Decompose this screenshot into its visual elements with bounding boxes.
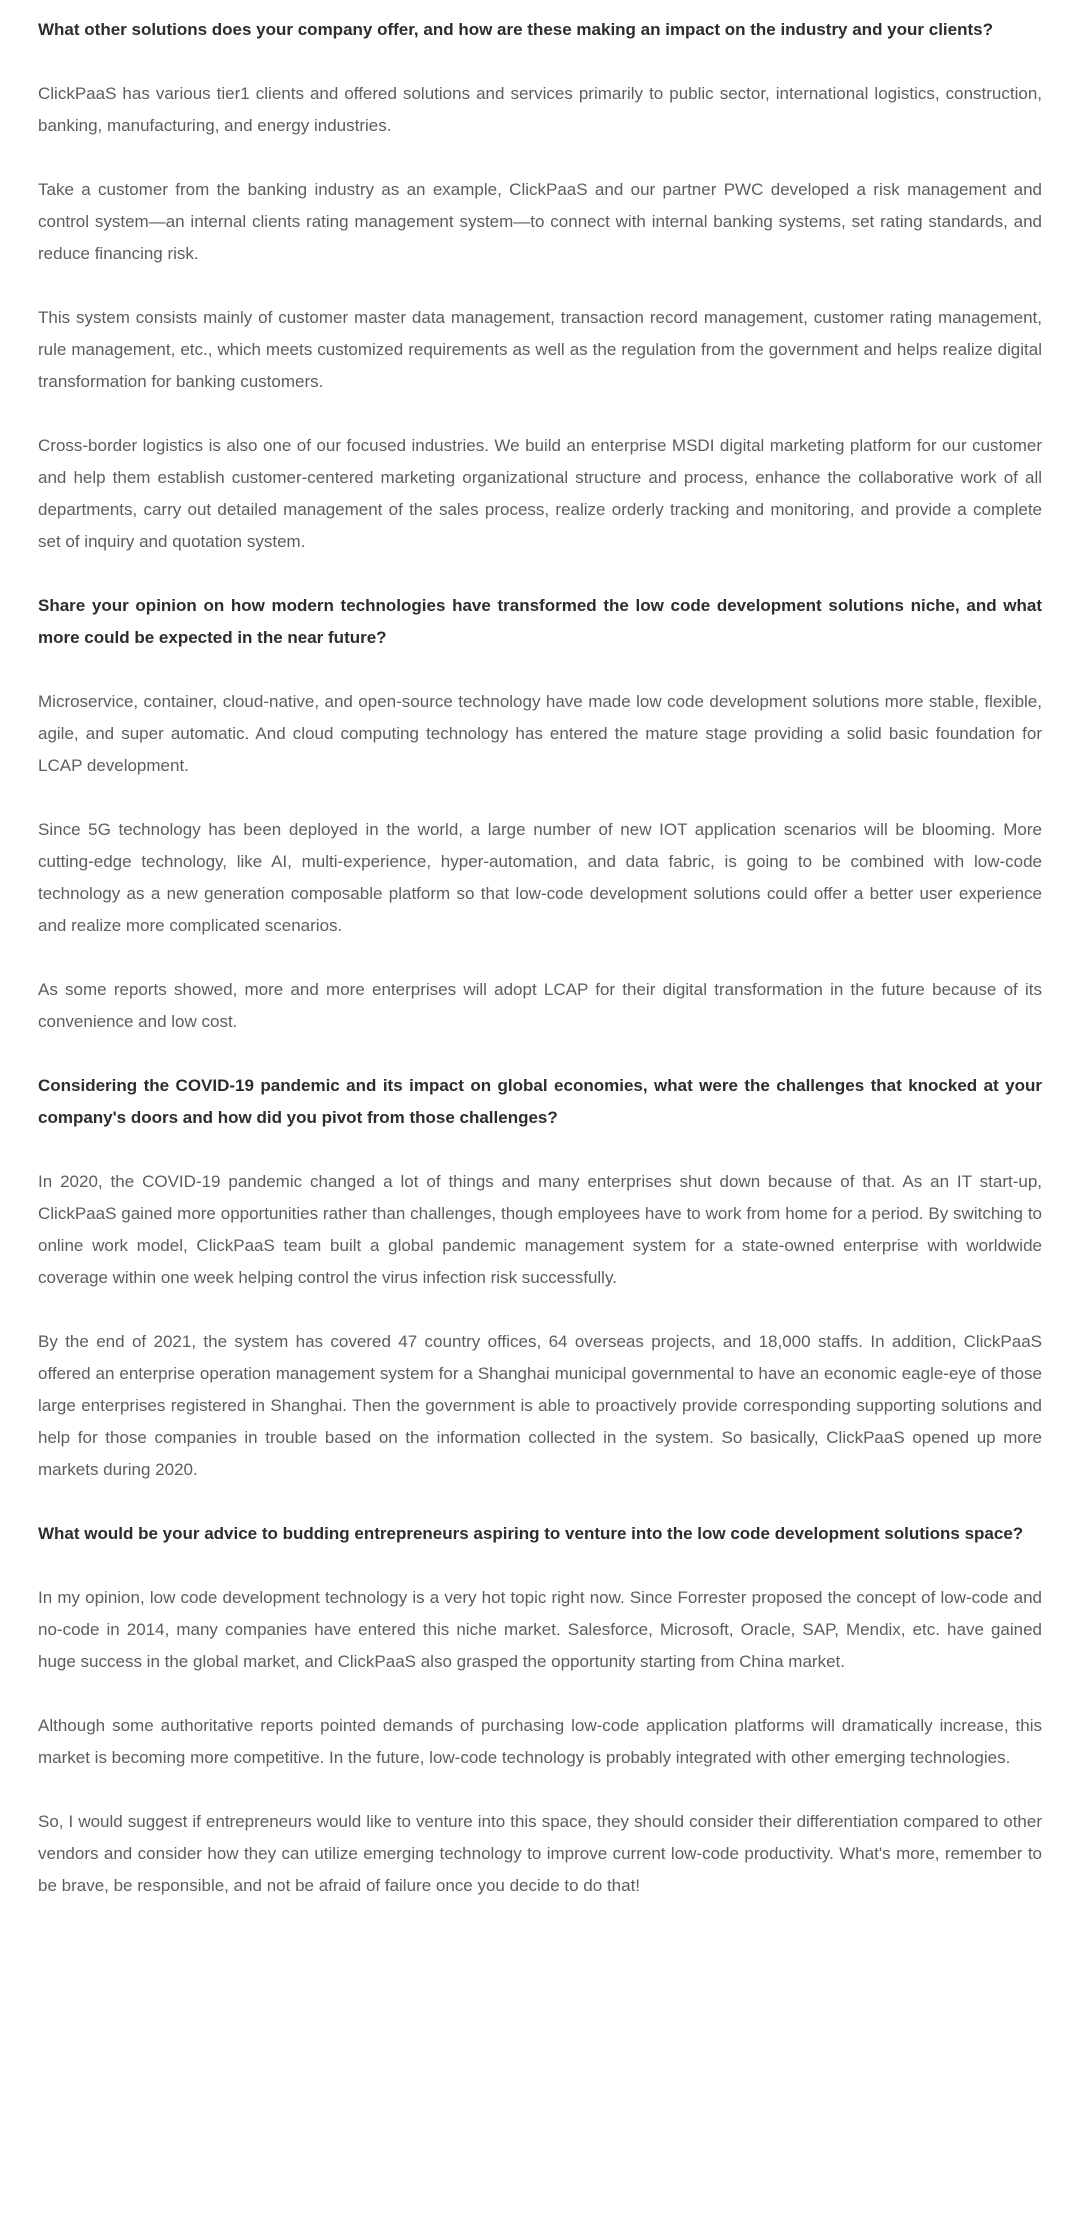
interview-question: What would be your advice to budding entrepreneurs aspiring to venture into the low code development solutions space? — [38, 1524, 1024, 1543]
interview-question: Share your opinion on how modern technologies have transformed the low code development solutions niche, and what more could be expected in the near future? — [38, 596, 1042, 647]
answer-paragraph: Although some authoritative reports pointed demands of purchasing low-code application platforms will dramatically increase, this market is becoming more competitive. In the future, low-code technology is probably integrated with other emerging technologies. — [38, 1716, 1042, 1767]
answer-paragraph: ClickPaaS has various tier1 clients and offered solutions and services primarily to public sector, international logistics, construction, banking, manufacturing, and energy industries. — [38, 84, 1042, 135]
answer-paragraph: Cross-border logistics is also one of our focused industries. We build an enterprise MSDI digital marketing platform for our customer and help them establish customer-centered marketing organizational structure and process, enhance the collaborative work of all departments, carry out detailed management of the sales process, realize orderly tracking and monitoring, and provide a complete set of inquiry and quotation system. — [38, 436, 1042, 551]
answer-paragraph: As some reports showed, more and more enterprises will adopt LCAP for their digital transformation in the future because of its convenience and low cost. — [38, 980, 1042, 1031]
qa-section — [38, 1518, 1042, 1902]
answer-paragraph: Take a customer from the banking industry as an example, ClickPaaS and our partner PWC developed a risk management and control system—an internal clients rating management system—to connect with internal banking systems, set rating standards, and reduce financing risk. — [38, 180, 1042, 263]
qa-section — [38, 14, 1042, 558]
answer-paragraph: Microservice, container, cloud-native, and open-source technology have made low code development solutions more stable, flexible, agile, and super automatic. And cloud computing technology has entered the mature stage providing a solid basic foundation for LCAP development. — [38, 692, 1042, 775]
answer-paragraph: In 2020, the COVID-19 pandemic changed a lot of things and many enterprises shut down because of that. As an IT start-up, ClickPaaS gained more opportunities rather than challenges, though employees have to work from home for a period. By switching to online work model, ClickPaaS team built a global pandemic management system for a state-owned enterprise with worldwide coverage within one week helping control the virus infection risk successfully. — [38, 1172, 1042, 1287]
interview-question: Considering the COVID-19 pandemic and its impact on global economies, what were the challenges that knocked at your company's doors and how did you pivot from those challenges? — [38, 1076, 1042, 1127]
answer-paragraph: In my opinion, low code development technology is a very hot topic right now. Since Forrester proposed the concept of low-code and no-code in 2014, many companies have entered this niche market. Salesforce, Microsoft, Oracle, SAP, Mendix, etc. have gained huge success in the global market, and ClickPaaS also grasped the opportunity starting from China market. — [38, 1588, 1042, 1671]
answer-paragraph: By the end of 2021, the system has covered 47 country offices, 64 overseas projects, and 18,000 staffs. In addition, ClickPaaS offered an enterprise operation management system for a Shanghai municipal governmental to have an economic eagle-eye of those large enterprises registered in Shanghai. Then the government is able to proactively provide corresponding supporting solutions and help for those companies in trouble based on the information collected in the system. So basically, ClickPaaS opened up more markets during 2020. — [38, 1332, 1042, 1479]
answer-paragraph: This system consists mainly of customer master data management, transaction record management, customer rating management, rule management, etc., which meets customized requirements as well as the regulation from the government and helps realize digital transformation for banking customers. — [38, 308, 1042, 391]
interview-question: What other solutions does your company offer, and how are these making an impact on the industry and your clients? — [38, 20, 993, 39]
qa-section — [38, 1070, 1042, 1486]
answer-paragraph: Since 5G technology has been deployed in the world, a large number of new IOT application scenarios will be blooming. More cutting-edge technology, like AI, multi-experience, hyper-automation, and data fabric, is going to be combined with low-code technology as a new generation composable platform so that low-code development solutions could offer a better user experience and realize more complicated scenarios. — [38, 820, 1042, 935]
answer-paragraph: So, I would suggest if entrepreneurs would like to venture into this space, they should consider their differentiation compared to other vendors and consider how they can utilize emerging technology to improve current low-code productivity. What's more, remember to be brave, be responsible, and not be afraid of failure once you decide to do that! — [38, 1812, 1042, 1895]
qa-section — [38, 590, 1042, 1038]
